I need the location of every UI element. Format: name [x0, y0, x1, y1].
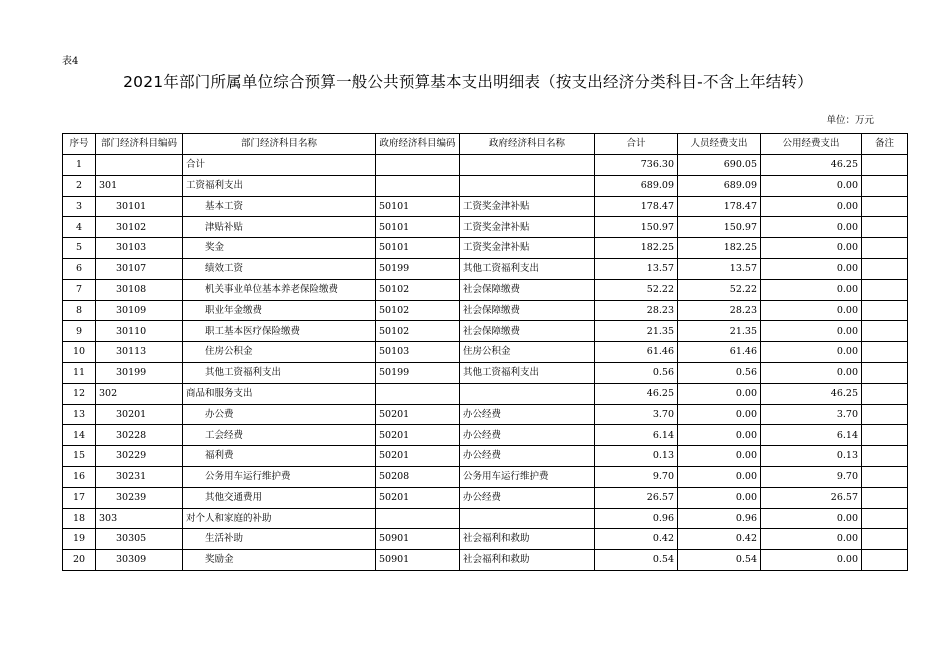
- cell-total: 178.47: [595, 196, 678, 217]
- cell-personnel: 182.25: [678, 238, 761, 259]
- cell-no: 17: [63, 487, 96, 508]
- table-header-row: [63, 134, 908, 155]
- cell-personnel: 689.09: [678, 175, 761, 196]
- cell-gov-name: 社会福利和救助: [460, 529, 595, 550]
- cell-public: 0.00: [761, 196, 862, 217]
- cell-public: 3.70: [761, 404, 862, 425]
- cell-dept-name: 职业年金缴费: [183, 300, 376, 321]
- cell-personnel: 28.23: [678, 300, 761, 321]
- cell-gov-name: 其他工资福利支出: [460, 362, 595, 383]
- cell-note: [862, 550, 908, 571]
- cell-note: [862, 466, 908, 487]
- cell-total: 689.09: [595, 175, 678, 196]
- cell-public: 0.00: [761, 258, 862, 279]
- cell-total: 0.13: [595, 446, 678, 467]
- cell-gov-name: 社会保障缴费: [460, 321, 595, 342]
- cell-gov-code: 50199: [376, 362, 460, 383]
- cell-no: 11: [63, 362, 96, 383]
- table-body: [63, 155, 908, 571]
- cell-dept-name: 对个人和家庭的补助: [183, 508, 376, 529]
- cell-note: [862, 487, 908, 508]
- table-row: [63, 404, 908, 425]
- cell-gov-code: 50102: [376, 321, 460, 342]
- cell-note: [862, 425, 908, 446]
- cell-personnel: 0.42: [678, 529, 761, 550]
- cell-dept-name: 津贴补贴: [183, 217, 376, 238]
- cell-total: 3.70: [595, 404, 678, 425]
- cell-no: 16: [63, 466, 96, 487]
- cell-total: 21.35: [595, 321, 678, 342]
- cell-gov-code: 50201: [376, 487, 460, 508]
- cell-note: [862, 155, 908, 176]
- cell-note: [862, 217, 908, 238]
- page-title: 2021年部门所属单位综合预算一般公共预算基本支出明细表（按支出经济分类科目-不含上年结转）: [123, 73, 813, 91]
- cell-note: [862, 508, 908, 529]
- cell-personnel: 0.54: [678, 550, 761, 571]
- cell-dept-name: 奖金: [183, 238, 376, 259]
- cell-dept-name: 奖励金: [183, 550, 376, 571]
- cell-gov-name: 社会福利和救助: [460, 550, 595, 571]
- table-row: [63, 175, 908, 196]
- cell-public: 0.00: [761, 300, 862, 321]
- cell-gov-name: [460, 383, 595, 404]
- cell-public: 26.57: [761, 487, 862, 508]
- cell-dept-name: 办公费: [183, 404, 376, 425]
- table-number: 表4: [62, 56, 79, 67]
- cell-gov-name: 工资奖金津补贴: [460, 238, 595, 259]
- cell-gov-name: [460, 175, 595, 196]
- table-row: [63, 550, 908, 571]
- cell-total: 0.54: [595, 550, 678, 571]
- table-row: [63, 383, 908, 404]
- cell-note: [862, 404, 908, 425]
- cell-gov-name: 办公经费: [460, 446, 595, 467]
- cell-note: [862, 258, 908, 279]
- cell-dept-code: 30108: [96, 279, 183, 300]
- cell-no: 2: [63, 175, 96, 196]
- cell-dept-name: 基本工资: [183, 196, 376, 217]
- cell-total: 61.46: [595, 342, 678, 363]
- cell-dept-code: 301: [96, 175, 183, 196]
- cell-dept-code: 302: [96, 383, 183, 404]
- cell-note: [862, 300, 908, 321]
- cell-gov-name: 公务用车运行维护费: [460, 466, 595, 487]
- cell-gov-name: [460, 155, 595, 176]
- cell-total: 13.57: [595, 258, 678, 279]
- cell-public: 0.00: [761, 279, 862, 300]
- cell-no: 12: [63, 383, 96, 404]
- cell-no: 18: [63, 508, 96, 529]
- cell-dept-code: 30107: [96, 258, 183, 279]
- cell-public: 9.70: [761, 466, 862, 487]
- cell-gov-code: 50201: [376, 446, 460, 467]
- cell-gov-name: 办公经费: [460, 404, 595, 425]
- cell-dept-code: 303: [96, 508, 183, 529]
- col-header-gov-name: 政府经济科目名称: [460, 134, 595, 155]
- table-row: [63, 155, 908, 176]
- cell-total: 52.22: [595, 279, 678, 300]
- col-header-public: 公用经费支出: [761, 134, 862, 155]
- table-row: [63, 466, 908, 487]
- cell-dept-code: 30113: [96, 342, 183, 363]
- cell-no: 14: [63, 425, 96, 446]
- cell-gov-code: 50101: [376, 196, 460, 217]
- cell-note: [862, 383, 908, 404]
- cell-gov-name: [460, 508, 595, 529]
- cell-public: 0.00: [761, 217, 862, 238]
- table-row: [63, 238, 908, 259]
- cell-personnel: 61.46: [678, 342, 761, 363]
- cell-no: 13: [63, 404, 96, 425]
- cell-gov-name: 其他工资福利支出: [460, 258, 595, 279]
- table-row: [63, 425, 908, 446]
- cell-note: [862, 279, 908, 300]
- cell-dept-code: 30309: [96, 550, 183, 571]
- cell-public: 0.00: [761, 321, 862, 342]
- cell-gov-name: 办公经费: [460, 487, 595, 508]
- cell-dept-name: 合计: [183, 155, 376, 176]
- cell-dept-code: 30228: [96, 425, 183, 446]
- cell-note: [862, 321, 908, 342]
- col-header-personnel: 人员经费支出: [678, 134, 761, 155]
- cell-gov-name: 社会保障缴费: [460, 300, 595, 321]
- cell-gov-code: 50102: [376, 279, 460, 300]
- col-header-no: 序号: [63, 134, 96, 155]
- cell-dept-name: 生活补助: [183, 529, 376, 550]
- cell-personnel: 0.00: [678, 466, 761, 487]
- cell-dept-code: 30199: [96, 362, 183, 383]
- cell-total: 26.57: [595, 487, 678, 508]
- table-row: [63, 196, 908, 217]
- cell-personnel: 0.56: [678, 362, 761, 383]
- cell-gov-name: 办公经费: [460, 425, 595, 446]
- cell-dept-name: 绩效工资: [183, 258, 376, 279]
- cell-note: [862, 175, 908, 196]
- table-row: [63, 446, 908, 467]
- cell-public: 0.00: [761, 550, 862, 571]
- cell-dept-code: 30103: [96, 238, 183, 259]
- cell-gov-name: 工资奖金津补贴: [460, 217, 595, 238]
- cell-no: 7: [63, 279, 96, 300]
- cell-note: [862, 362, 908, 383]
- cell-no: 9: [63, 321, 96, 342]
- cell-no: 6: [63, 258, 96, 279]
- table-row: [63, 508, 908, 529]
- col-header-note: 备注: [862, 134, 908, 155]
- cell-public: 6.14: [761, 425, 862, 446]
- cell-dept-code: 30239: [96, 487, 183, 508]
- cell-public: 0.13: [761, 446, 862, 467]
- cell-dept-name: 住房公积金: [183, 342, 376, 363]
- table-row: [63, 217, 908, 238]
- cell-public: 46.25: [761, 155, 862, 176]
- cell-gov-name: 住房公积金: [460, 342, 595, 363]
- cell-personnel: 0.00: [678, 446, 761, 467]
- cell-total: 736.30: [595, 155, 678, 176]
- cell-total: 182.25: [595, 238, 678, 259]
- budget-table: [62, 133, 908, 571]
- table-row: [63, 300, 908, 321]
- unit-label: 单位：万元: [826, 115, 874, 126]
- table-row: [63, 258, 908, 279]
- cell-gov-code: 50901: [376, 550, 460, 571]
- cell-public: 0.00: [761, 342, 862, 363]
- cell-dept-name: 福利费: [183, 446, 376, 467]
- cell-dept-code: 30201: [96, 404, 183, 425]
- cell-personnel: 13.57: [678, 258, 761, 279]
- cell-dept-name: 公务用车运行维护费: [183, 466, 376, 487]
- cell-gov-code: [376, 383, 460, 404]
- cell-note: [862, 529, 908, 550]
- cell-total: 0.42: [595, 529, 678, 550]
- cell-personnel: 0.00: [678, 383, 761, 404]
- cell-personnel: 0.96: [678, 508, 761, 529]
- cell-gov-code: 50102: [376, 300, 460, 321]
- col-header-gov-code: 政府经济科目编码: [376, 134, 460, 155]
- cell-dept-name: 职工基本医疗保险缴费: [183, 321, 376, 342]
- cell-gov-code: 50199: [376, 258, 460, 279]
- col-header-dept-name: 部门经济科目名称: [183, 134, 376, 155]
- cell-dept-name: 商品和服务支出: [183, 383, 376, 404]
- cell-gov-code: [376, 508, 460, 529]
- cell-gov-name: 社会保障缴费: [460, 279, 595, 300]
- cell-gov-code: 50201: [376, 425, 460, 446]
- cell-note: [862, 238, 908, 259]
- cell-personnel: 21.35: [678, 321, 761, 342]
- cell-dept-code: 30102: [96, 217, 183, 238]
- cell-note: [862, 196, 908, 217]
- cell-note: [862, 342, 908, 363]
- cell-public: 0.00: [761, 529, 862, 550]
- cell-dept-name: 其他工资福利支出: [183, 362, 376, 383]
- cell-public: 0.00: [761, 508, 862, 529]
- table-row: [63, 362, 908, 383]
- cell-dept-name: 工会经费: [183, 425, 376, 446]
- cell-dept-name: 机关事业单位基本养老保险缴费: [183, 279, 376, 300]
- cell-public: 46.25: [761, 383, 862, 404]
- cell-no: 5: [63, 238, 96, 259]
- cell-dept-code: 30231: [96, 466, 183, 487]
- table-row: [63, 487, 908, 508]
- col-header-dept-code: 部门经济科目编码: [96, 134, 183, 155]
- cell-gov-code: 50103: [376, 342, 460, 363]
- cell-dept-code: [96, 155, 183, 176]
- cell-public: 0.00: [761, 362, 862, 383]
- cell-personnel: 52.22: [678, 279, 761, 300]
- cell-no: 10: [63, 342, 96, 363]
- cell-dept-code: 30110: [96, 321, 183, 342]
- cell-personnel: 0.00: [678, 404, 761, 425]
- cell-personnel: 690.05: [678, 155, 761, 176]
- table-row: [63, 529, 908, 550]
- cell-no: 8: [63, 300, 96, 321]
- cell-public: 0.00: [761, 238, 862, 259]
- cell-gov-code: 50901: [376, 529, 460, 550]
- cell-no: 1: [63, 155, 96, 176]
- table-row: [63, 279, 908, 300]
- cell-dept-code: 30101: [96, 196, 183, 217]
- cell-note: [862, 446, 908, 467]
- cell-personnel: 150.97: [678, 217, 761, 238]
- cell-total: 28.23: [595, 300, 678, 321]
- cell-personnel: 0.00: [678, 487, 761, 508]
- cell-no: 19: [63, 529, 96, 550]
- cell-gov-code: 50208: [376, 466, 460, 487]
- cell-gov-code: 50101: [376, 217, 460, 238]
- col-header-total: 合计: [595, 134, 678, 155]
- cell-gov-code: 50201: [376, 404, 460, 425]
- cell-total: 6.14: [595, 425, 678, 446]
- cell-no: 4: [63, 217, 96, 238]
- cell-no: 15: [63, 446, 96, 467]
- cell-no: 20: [63, 550, 96, 571]
- table-row: [63, 342, 908, 363]
- table-row: [63, 321, 908, 342]
- cell-dept-code: 30229: [96, 446, 183, 467]
- cell-gov-code: 50101: [376, 238, 460, 259]
- cell-dept-name: 其他交通费用: [183, 487, 376, 508]
- cell-total: 150.97: [595, 217, 678, 238]
- cell-gov-code: [376, 175, 460, 196]
- cell-total: 0.96: [595, 508, 678, 529]
- cell-no: 3: [63, 196, 96, 217]
- cell-dept-code: 30305: [96, 529, 183, 550]
- cell-gov-code: [376, 155, 460, 176]
- cell-dept-code: 30109: [96, 300, 183, 321]
- cell-public: 0.00: [761, 175, 862, 196]
- cell-personnel: 0.00: [678, 425, 761, 446]
- cell-total: 46.25: [595, 383, 678, 404]
- cell-total: 0.56: [595, 362, 678, 383]
- cell-dept-name: 工资福利支出: [183, 175, 376, 196]
- cell-total: 9.70: [595, 466, 678, 487]
- cell-gov-name: 工资奖金津补贴: [460, 196, 595, 217]
- cell-personnel: 178.47: [678, 196, 761, 217]
